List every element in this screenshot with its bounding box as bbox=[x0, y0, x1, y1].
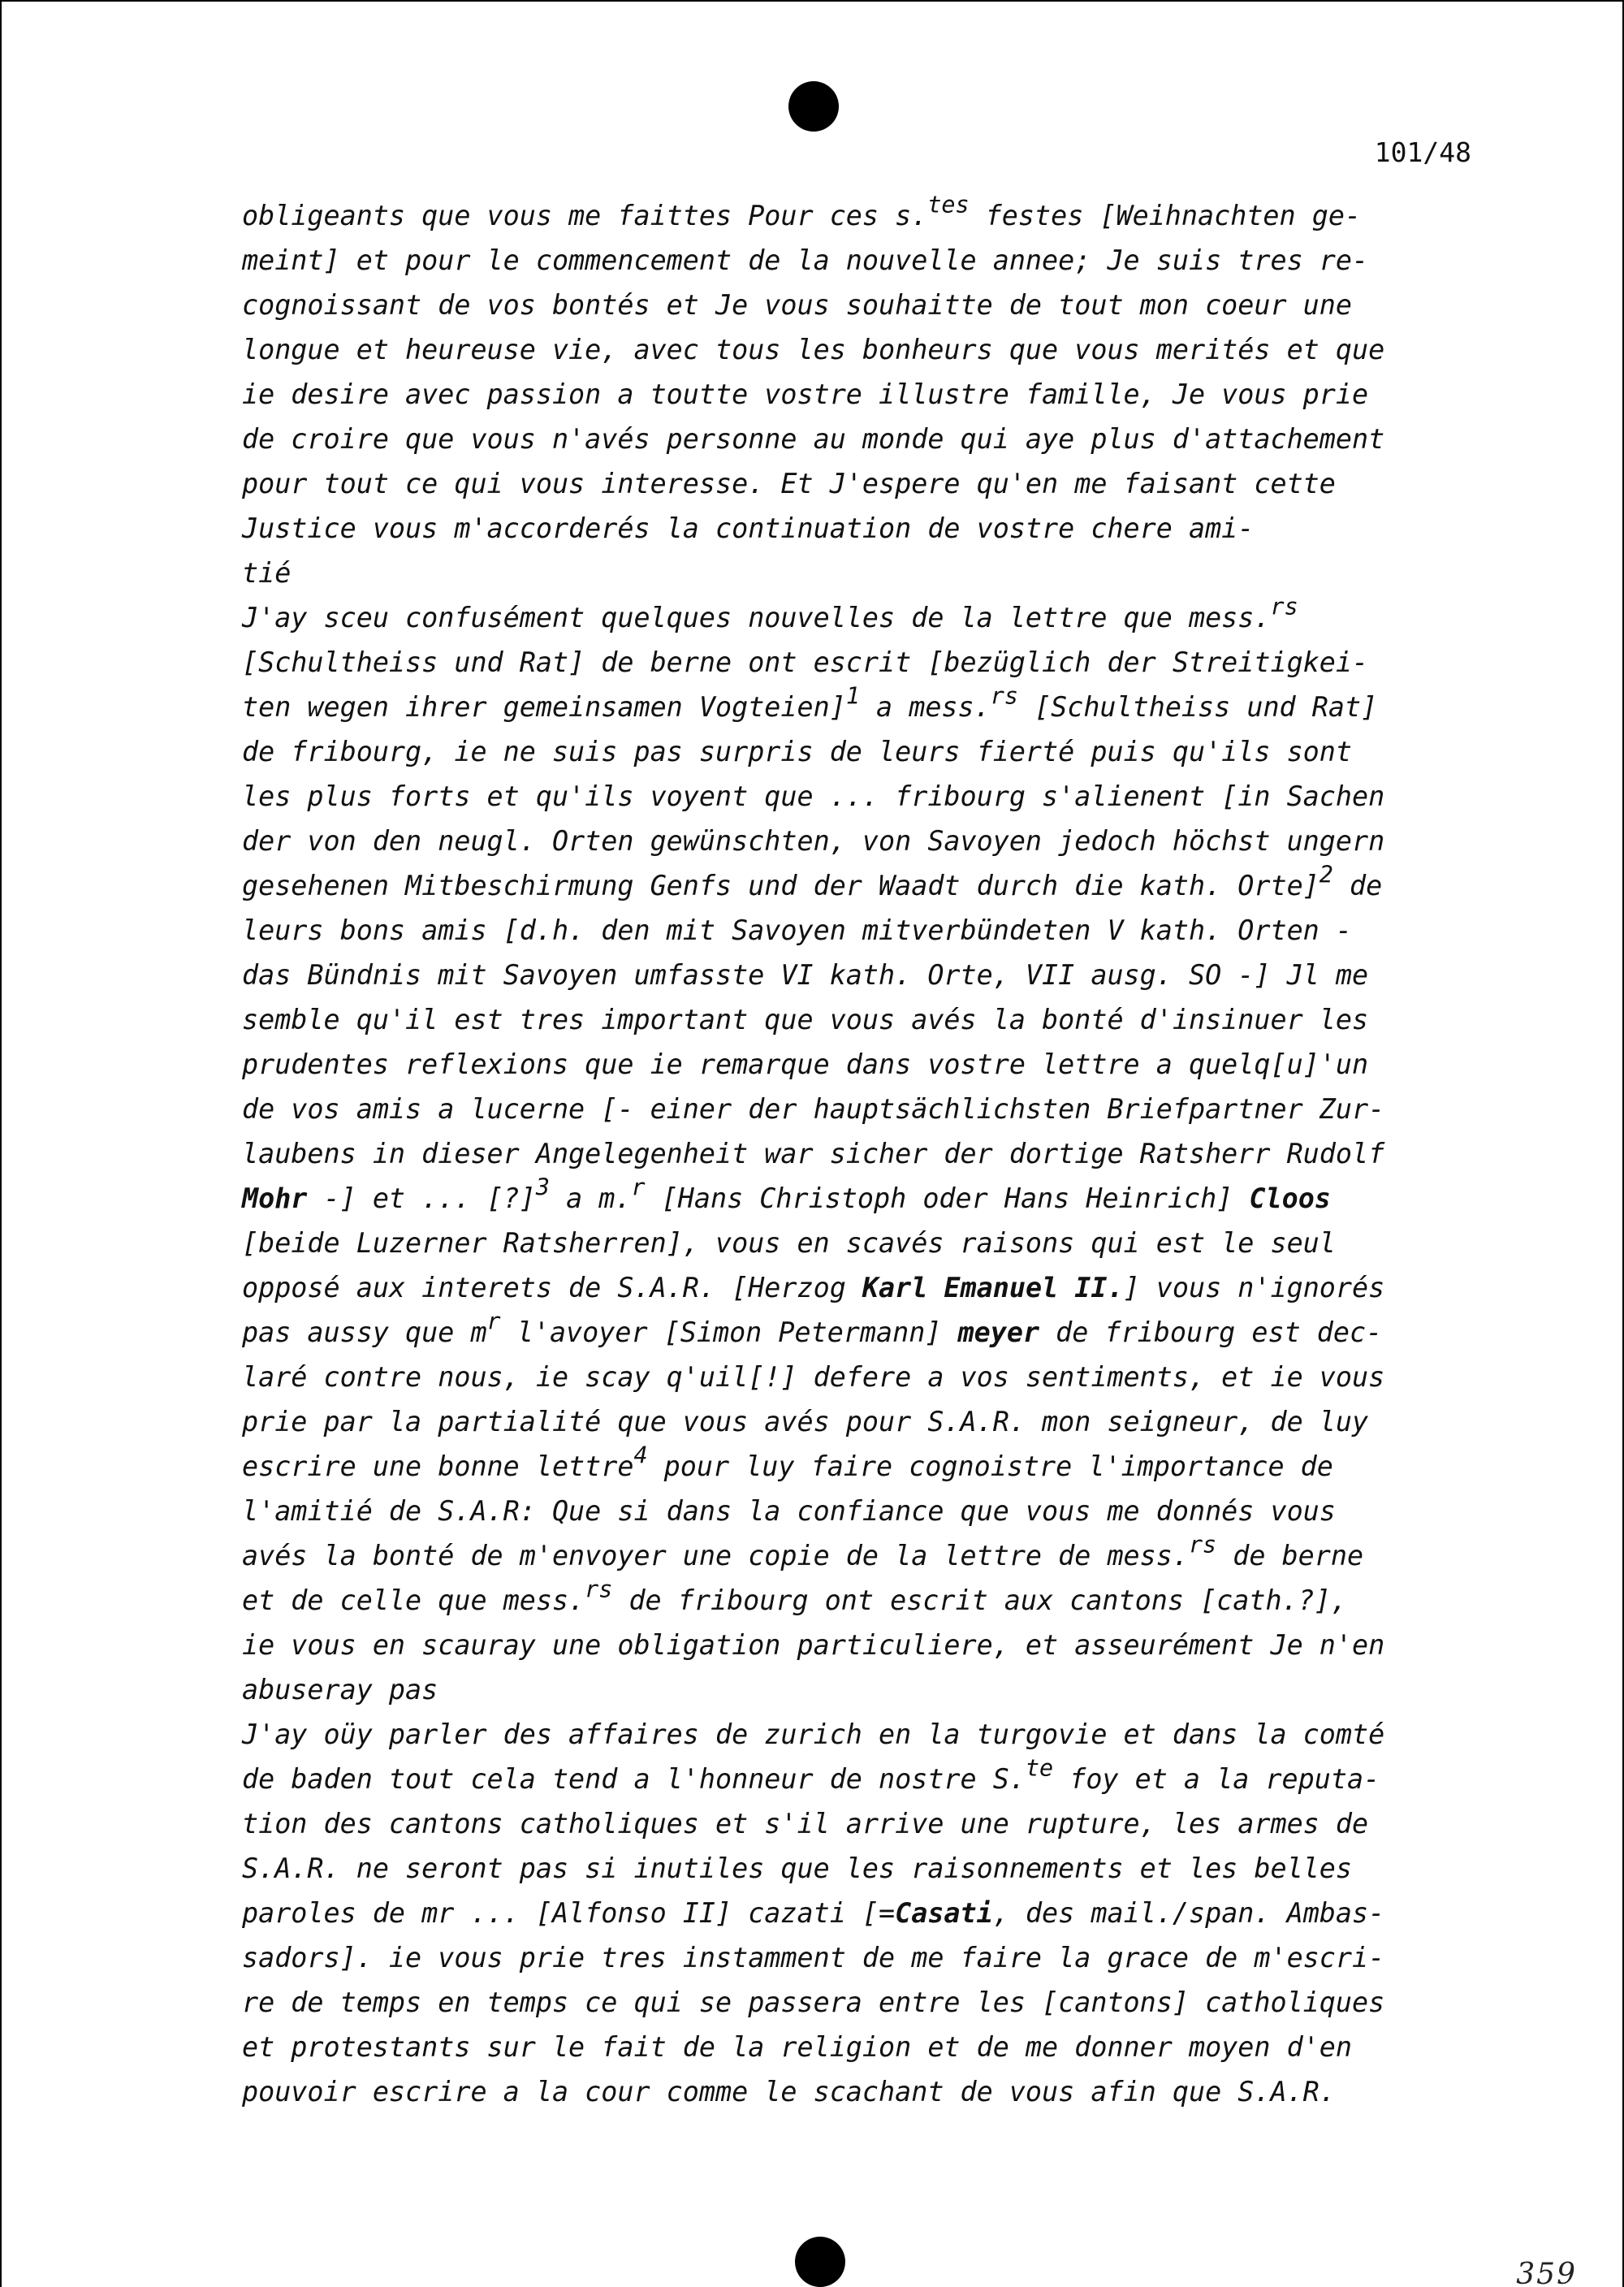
text-line bbox=[242, 863, 1492, 908]
text-line bbox=[242, 953, 1492, 997]
text-line bbox=[242, 1801, 1492, 1846]
superscript: rs bbox=[1188, 1531, 1217, 1559]
text-line bbox=[242, 327, 1492, 372]
punch-hole-top bbox=[788, 81, 839, 132]
bold-name: Casati bbox=[895, 1897, 993, 1929]
text-line bbox=[242, 595, 1492, 640]
text-line bbox=[242, 1623, 1492, 1667]
text-segment: foy et a la reputa- bbox=[1053, 1763, 1380, 1795]
text-segment: semble qu'il est tres important que vous avés la bonté d'insinuer les bbox=[242, 1004, 1369, 1035]
text-segment: [beide Luzerner Ratsherren], vous en scavés raisons qui est le seul bbox=[242, 1227, 1336, 1259]
text-segment: meint] et pour le commencement de la nouvelle annee; Je suis tres re- bbox=[242, 244, 1369, 276]
text-line bbox=[242, 997, 1492, 1042]
text-segment: prudentes reflexions que ie remarque dans vostre lettre a quelq[u]'un bbox=[242, 1048, 1369, 1080]
text-segment: tion des cantons catholiques et s'il arrive une rupture, les armes de bbox=[242, 1808, 1369, 1840]
text-segment: [Hans Christoph oder Hans Heinrich] bbox=[645, 1182, 1250, 1214]
text-line bbox=[242, 1310, 1492, 1355]
text-segment: de bbox=[1332, 870, 1383, 901]
text-segment: pour tout ce qui vous interesse. Et J'espere qu'en me faisant cette bbox=[242, 468, 1336, 499]
superscript: tes bbox=[927, 191, 970, 218]
text-segment: de baden tout cela tend a l'honneur de nostre S. bbox=[242, 1763, 1026, 1795]
text-line bbox=[242, 682, 1492, 729]
text-line bbox=[242, 461, 1492, 506]
text-segment: cognoissant de vos bontés et Je vous souhaitte de tout mon coeur une bbox=[242, 289, 1352, 321]
superscript: r bbox=[486, 1308, 501, 1335]
punch-hole-bottom bbox=[795, 2237, 845, 2287]
text-line bbox=[242, 193, 1492, 238]
text-segment: -] et ... [?] bbox=[307, 1182, 536, 1214]
text-line bbox=[242, 417, 1492, 461]
text-line bbox=[242, 1399, 1492, 1444]
text-segment: ie vous en scauray une obligation particuliere, et asseurément Je n'en bbox=[242, 1629, 1385, 1661]
bold-name: Cloos bbox=[1249, 1182, 1331, 1214]
letter-body-text bbox=[242, 193, 1492, 2114]
text-segment: ] vous n'ignorés bbox=[1123, 1272, 1385, 1303]
text-segment: Justice vous m'accorderés la continuation de vostre chere ami- bbox=[242, 512, 1255, 544]
text-line bbox=[242, 1221, 1492, 1265]
text-segment: der von den neugl. Orten gewünschten, von Savoyen jedoch höchst ungern bbox=[242, 825, 1385, 857]
superscript: rs bbox=[1270, 593, 1298, 620]
text-line bbox=[242, 1042, 1492, 1087]
text-line bbox=[242, 372, 1492, 417]
text-line bbox=[242, 1980, 1492, 2025]
text-line bbox=[242, 640, 1492, 685]
bold-name: meyer bbox=[957, 1316, 1040, 1348]
text-segment: sadors]. ie vous prie tres instamment de me faire la grace de m'escri- bbox=[242, 1942, 1385, 1974]
text-segment: ten wegen ihrer gemeinsamen Vogteien] bbox=[242, 691, 846, 723]
text-line bbox=[242, 551, 1492, 595]
text-segment: a mess. bbox=[859, 691, 991, 723]
text-line bbox=[242, 1176, 1492, 1221]
text-line bbox=[242, 1131, 1492, 1176]
text-segment: paroles de mr ... [Alfonso II] cazati [= bbox=[242, 1897, 896, 1929]
text-line bbox=[242, 729, 1492, 774]
text-segment: de croire que vous n'avés personne au monde qui aye plus d'attachement bbox=[242, 423, 1385, 455]
text-line bbox=[242, 1265, 1492, 1310]
text-line bbox=[242, 1444, 1492, 1489]
text-line bbox=[242, 506, 1492, 551]
text-segment: J'ay sceu confusément quelques nouvelles de la lettre que mess. bbox=[242, 602, 1271, 633]
page-number: 101/48 bbox=[1374, 136, 1471, 168]
superscript: r bbox=[631, 1174, 646, 1201]
text-line bbox=[242, 1489, 1492, 1533]
text-segment: [Schultheiss und Rat] de berne ont escrit [bezüglich der Streitigkei- bbox=[242, 646, 1369, 678]
superscript: rs bbox=[990, 682, 1018, 710]
text-segment: escrire une bonne lettre bbox=[242, 1450, 634, 1482]
text-line bbox=[242, 283, 1492, 327]
text-segment: pour luy faire cognoistre l'importance de bbox=[647, 1450, 1333, 1482]
text-segment: l'avoyer [Simon Petermann] bbox=[500, 1316, 958, 1348]
text-segment: laubens in dieser Angelegenheit war sicher der dortige Ratsherr Rudolf bbox=[242, 1138, 1385, 1169]
superscript: 4 bbox=[633, 1442, 648, 1469]
text-segment: [Schultheiss und Rat] bbox=[1017, 691, 1378, 723]
text-line bbox=[242, 1578, 1492, 1623]
text-segment: obligeants que vous me faittes Pour ces s. bbox=[242, 200, 928, 231]
text-line bbox=[242, 1087, 1492, 1131]
text-segment: avés la bonté de m'envoyer une copie de la lettre de mess. bbox=[242, 1540, 1189, 1572]
superscript: te bbox=[1025, 1754, 1054, 1782]
text-line bbox=[242, 1355, 1492, 1399]
text-segment: de fribourg ont escrit aux cantons [cath.?], bbox=[612, 1584, 1347, 1616]
text-segment: a m. bbox=[549, 1182, 632, 1214]
text-segment: de vos amis a lucerne [- einer der hauptsächlichsten Briefpartner Zur- bbox=[242, 1093, 1385, 1125]
superscript: 1 bbox=[845, 682, 860, 710]
text-segment: pas aussy que m bbox=[242, 1316, 487, 1348]
text-line bbox=[242, 774, 1492, 819]
text-segment: J'ay oüy parler des affaires de zurich en la turgovie et dans la comté bbox=[242, 1718, 1385, 1750]
text-segment: et de celle que mess. bbox=[242, 1584, 585, 1616]
text-segment: l'amitié de S.A.R: Que si dans la confiance que vous me donnés vous bbox=[242, 1495, 1336, 1527]
text-line bbox=[242, 1935, 1492, 1980]
text-segment: ie desire avec passion a toutte vostre illustre famille, Je vous prie bbox=[242, 378, 1369, 410]
text-segment: S.A.R. ne seront pas si inutiles que les raisonnements et les belles bbox=[242, 1853, 1352, 1884]
text-segment: de berne bbox=[1216, 1540, 1364, 1572]
text-segment: festes [Weihnachten ge- bbox=[969, 200, 1362, 231]
text-segment: longue et heureuse vie, avec tous les bonheurs que vous merités et que bbox=[242, 334, 1385, 365]
text-segment: laré contre nous, ie scay q'uil[!] defere a vos sentiments, et ie vous bbox=[242, 1361, 1385, 1393]
bold-name: Karl Emanuel II. bbox=[862, 1272, 1124, 1303]
text-segment: et protestants sur le fait de la religion et de me donner moyen d'en bbox=[242, 2031, 1352, 2063]
superscript: rs bbox=[585, 1576, 613, 1603]
text-segment: re de temps en temps ce qui se passera entre les [cantons] catholiques bbox=[242, 1987, 1385, 2018]
handwritten-page-mark: 359 bbox=[1516, 2258, 1577, 2287]
text-line bbox=[242, 1712, 1492, 1757]
text-line bbox=[242, 2025, 1492, 2069]
text-line bbox=[242, 819, 1492, 863]
superscript: 3 bbox=[535, 1174, 550, 1201]
bold-name: Mohr bbox=[242, 1182, 308, 1214]
superscript: 2 bbox=[1319, 861, 1333, 888]
text-segment: prie par la partialité que vous avés pour S.A.R. mon seigneur, de luy bbox=[242, 1406, 1369, 1437]
text-segment: de fribourg est dec- bbox=[1039, 1316, 1383, 1348]
text-line bbox=[242, 1754, 1492, 1801]
text-segment: tié bbox=[242, 557, 292, 589]
text-segment: das Bündnis mit Savoyen umfasste VI kath. Orte, VII ausg. SO -] Jl me bbox=[242, 959, 1369, 991]
text-segment: abuseray pas bbox=[242, 1674, 438, 1706]
text-segment: , des mail./span. Ambas- bbox=[992, 1897, 1385, 1929]
text-segment: gesehenen Mitbeschirmung Genfs und der Waadt durch die kath. Orte] bbox=[242, 870, 1320, 901]
text-line bbox=[242, 2069, 1492, 2114]
text-line bbox=[242, 1891, 1492, 1935]
text-line bbox=[242, 238, 1492, 283]
text-segment: leurs bons amis [d.h. den mit Savoyen mitverbündeten V kath. Orten - bbox=[242, 914, 1352, 946]
text-segment: de fribourg, ie ne suis pas surpris de leurs fierté puis qu'ils sont bbox=[242, 736, 1352, 767]
text-line bbox=[242, 1846, 1492, 1891]
text-segment: pouvoir escrire a la cour comme le scachant de vous afin que S.A.R. bbox=[242, 2076, 1336, 2108]
text-line bbox=[242, 1667, 1492, 1712]
text-line bbox=[242, 1533, 1492, 1578]
text-line bbox=[242, 908, 1492, 953]
text-segment: les plus forts et qu'ils voyent que ... fribourg s'alienent [in Sachen bbox=[242, 780, 1385, 812]
text-segment: opposé aux interets de S.A.R. [Herzog bbox=[242, 1272, 862, 1303]
